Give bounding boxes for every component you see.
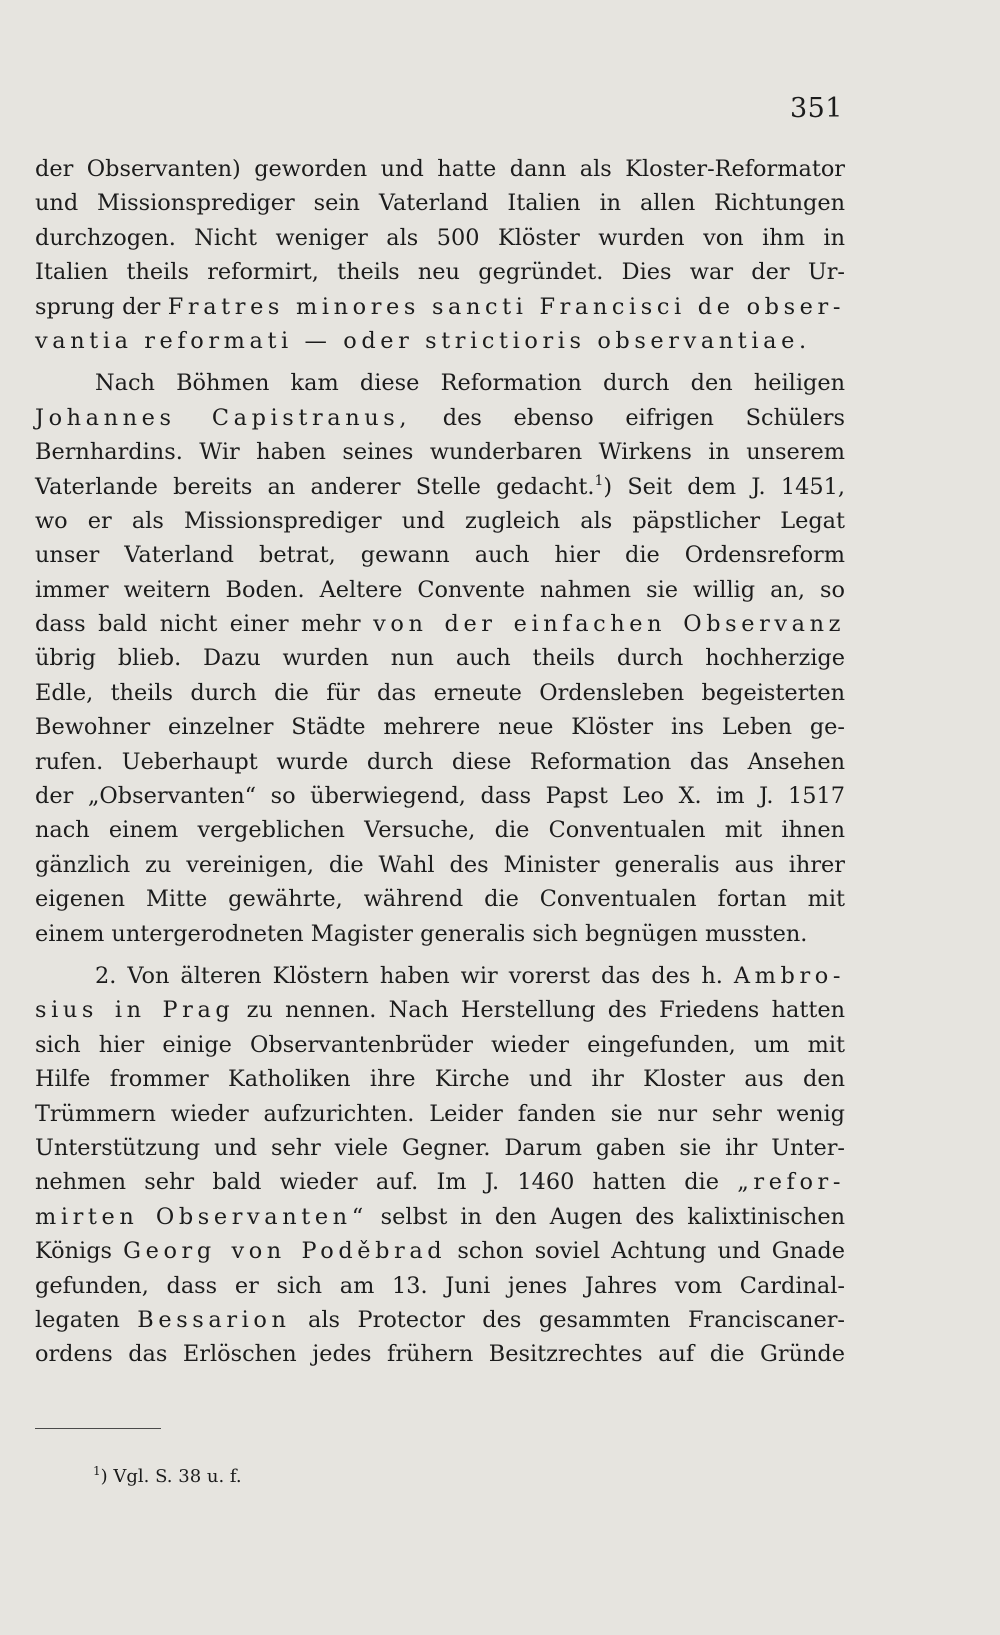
text-line: eigenen Mitte gewährte, während die Conventualen fortan mit: [35, 886, 845, 913]
text-line: unser Vaterland betrat, gewann auch hier die Ordensreform: [35, 542, 845, 569]
spaced-emphasis: Ambro-: [733, 962, 845, 989]
spaced-emphasis: Johannes Capistranus,: [35, 404, 412, 431]
text-line: [35, 1234, 845, 1268]
text-line: Bewohner einzelner Städte mehrere neue Klöster ins Leben ge-: [35, 714, 845, 741]
text-line: [35, 401, 845, 435]
text-line: der Observanten) geworden und hatte dann als Kloster-Reformator: [35, 156, 845, 182]
spaced-emphasis: Bessarion: [137, 1306, 291, 1333]
text-line: [35, 959, 845, 993]
text-line: [35, 324, 845, 358]
text-segment: des ebenso eifrigen Schülers: [411, 404, 845, 431]
spaced-emphasis: vantia reformati — oder strictioris observantiae.: [35, 327, 811, 354]
body-text: [35, 152, 845, 1372]
text-line: [35, 470, 845, 504]
text-segment: als Protector des gesammten Franciscaner-: [290, 1306, 845, 1333]
spaced-emphasis: mirten Observanten“: [35, 1203, 368, 1230]
text-line: Bernhardins. Wir haben seines wunderbaren Wirkens in unserem: [35, 439, 845, 466]
spaced-emphasis: „refor-: [737, 1169, 845, 1196]
text-segment: schon soviel Achtung und Gnade: [446, 1238, 845, 1265]
text-line: rufen. Ueberhaupt wurde durch diese Reformation das Ansehen: [35, 748, 845, 775]
spaced-emphasis: Fratres minores sancti Francisci de obser-: [167, 293, 845, 320]
text-line: sich hier einige Observantenbrüder wieder eingefunden, um mit: [35, 1031, 845, 1058]
text-segment: nehmen sehr bald wieder auf. Im J. 1460 hatten die: [35, 1169, 738, 1196]
text-line: übrig blieb. Dazu wurden nun auch theils durch hochherzige: [35, 645, 845, 672]
text-segment: Königs: [35, 1238, 124, 1265]
text-segment: dass bald nicht einer mehr: [35, 611, 374, 638]
text-line: wo er als Missionsprediger und zugleich als päpstlicher Legat: [35, 507, 845, 534]
text-line: Nach Böhmen kam diese Reformation durch den heiligen: [95, 370, 845, 397]
text-line: [35, 290, 845, 324]
text-line: durchzogen. Nicht weniger als 500 Klöster wurden von ihm in: [35, 224, 845, 251]
text-line: [35, 1200, 845, 1234]
text-line: Unterstützung und sehr viele Gegner. Darum gaben sie ihr Unter-: [35, 1134, 845, 1161]
text-line: einem untergerodneten Magister generalis sich begnügen mussten.: [35, 920, 808, 947]
footnote-divider: [35, 1428, 161, 1429]
footnote-marker: 1: [93, 1464, 101, 1478]
spaced-emphasis: sius in Prag: [35, 997, 235, 1024]
spaced-emphasis: Georg von Poděbrad: [123, 1238, 447, 1265]
text-line: gänzlich zu vereinigen, die Wahl des Minister generalis aus ihrer: [35, 851, 845, 878]
text-line: [35, 1303, 845, 1337]
text-line: Hilfe frommer Katholiken ihre Kirche und ihr Kloster aus den: [35, 1066, 845, 1093]
text-line: nach einem vergeblichen Versuche, die Conventualen mit ihnen: [35, 817, 845, 844]
text-line: und Missionsprediger sein Vaterland Italien in allen Richtungen: [35, 190, 845, 217]
text-line: Trümmern wieder aufzurichten. Leider fanden sie nur sehr wenig: [35, 1100, 845, 1127]
text-line: der „Observanten“ so überwiegend, dass Papst Leo X. im J. 1517: [35, 783, 845, 810]
text-line: gefunden, dass er sich am 13. Juni jenes Jahres vom Cardinal-: [35, 1272, 845, 1299]
text-line: [35, 607, 845, 641]
text-line: Italien theils reformirt, theils neu gegründet. Dies war der Ur-: [35, 259, 845, 286]
text-segment: Vaterlande bereits an anderer Stelle gedacht.: [35, 473, 595, 500]
text-segment: 2. Von älteren Klöstern haben wir vorerst das des h.: [95, 962, 734, 989]
footnote: [93, 1465, 242, 1489]
footnote-text: ) Vgl. S. 38 u. f.: [100, 1466, 242, 1487]
text-line: Edle, theils durch die für das erneute Ordensleben begeisterten: [35, 679, 845, 706]
text-line: ordens das Erlöschen jedes frühern Besitzrechtes auf die Gründe: [35, 1341, 845, 1368]
text-segment: ) Seit dem J. 1451,: [603, 473, 845, 500]
text-line: immer weitern Boden. Aeltere Convente nahmen sie willig an, so: [35, 576, 845, 603]
text-segment: zu nennen. Nach Herstellung des Friedens hatten: [234, 997, 846, 1024]
text-segment: sprung der: [35, 293, 168, 320]
text-line: [35, 1165, 845, 1199]
text-segment: legaten: [35, 1306, 138, 1333]
footnote-reference: 1: [594, 472, 604, 489]
spaced-emphasis: von der einfachen Observanz: [373, 611, 845, 638]
text-line: [35, 993, 845, 1027]
text-segment: selbst in den Augen des kalixtinischen: [367, 1203, 845, 1230]
page-number: 351: [789, 93, 843, 124]
